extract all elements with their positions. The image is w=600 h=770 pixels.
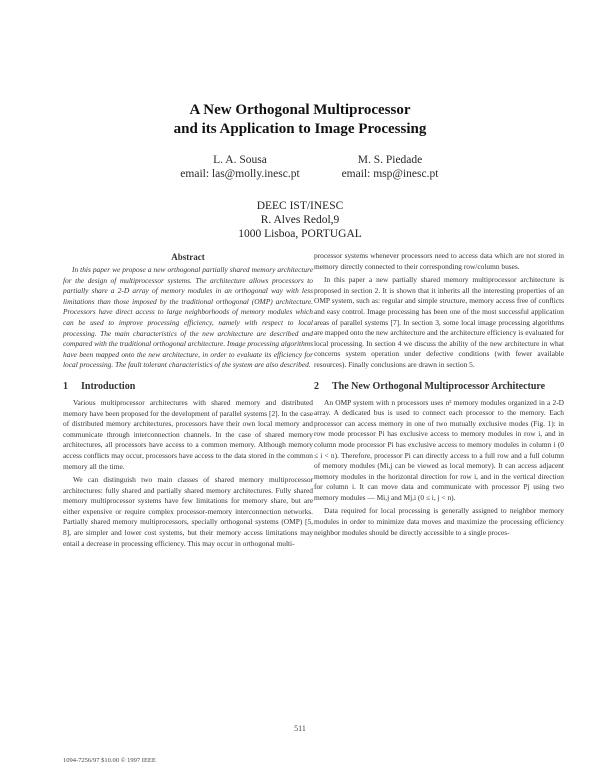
intro-paragraph-3: In this paper a new partially shared memory multiprocessor architecture is proposed in section 2. It is shown that it inherits all the interesting properties of an OMP system, such as: regular and simple structure, memory access free of conflicts and easy control. Image processing has been one of the most successful application areas of parallel systems [7]. In section 3, some local image processing algorithms are mapped onto the new architecture and the architecture efficiency is evaluated for local processing. In section 4 we discuss the ability of the new architecture in what concerns system operation under defective conditions (with fewer available resources). Finally conclusions are drawn in section 5. [314,275,564,369]
paper-title-line1: A New Orthogonal Multiprocessor [189,102,411,118]
author-2 [305,153,475,181]
section-1-number: 1 [63,380,68,392]
section-1-paragraph-2: We can distinguish two main classes of shared memory multiprocessor architectures: fully shared and partially shared memory architectures. Fully shared memory multiprocessor systems have few limitations for memory share, but are either expensive or require complex processor-memory interconnection networks. Partially shared memory multiprocessors, specially orthogonal systems (OMP) [5, 8], are simpler and lower cost systems, but their memory access limitations may entail a decrease in processing efficiency. This may occur in orthogonal multi- [63,475,313,548]
copyright-footer: 1094-7256/97 $10.00 © 1997 IEEE [63,757,156,764]
section-1-title: Introduction [81,380,136,392]
section-2-paragraph-2: Data required for local processing is generally assigned to neighbor memory modules in order to minimize data moves and maximize the processing efficiency neighbor modules should be directly accessible to a single proces- [314,506,564,537]
section-2-title: The New Orthogonal Multiprocessor Architecture [332,380,546,392]
left-column [63,251,313,552]
author-2-name: M. S. Piedade [357,154,423,166]
affiliation-line-2: R. Alves Redol,9 [260,214,340,226]
author-1 [155,153,325,181]
affiliation [0,199,600,241]
section-2-number: 2 [314,380,319,392]
section-2-heading [314,380,564,393]
author-1-name: L. A. Sousa [213,154,267,166]
right-column [314,251,564,541]
abstract-text: In this paper we propose a new orthogonal partially shared memory architecture for the design of multiprocessor systems. The architecture allows processors to partially share a 2-D array of memory modules in an orthogonal way with less limitations than those imposed by the traditional orthogonal (OMP) architecture. Processors have direct access to large neighborhoods of memory modules which can be used to improve processing efficiency, namely with respect to local processing. The main characteristics of the new architecture are described and compared with the traditional orthogonal architecture. Image processing algorithms have been mapped onto the new architecture, in order to evaluate its efficiency for local processing. The fault tolerant characteristics of the system are also described. [63,265,313,370]
section-1-paragraph-1: Various multiprocessor architectures with shared memory and distributed memory have been proposed for the development of parallel systems [2]. In the case of distributed memory architectures, processors have their own local memory and communicate through interconnection channels. In the case of shared memory architectures, all processors have access to a common memory. Although memory access conflicts may occur, processors have access to the data stored in the common memory all the time. [63,397,313,471]
section-2-paragraph-1: An OMP system with n processors uses n² memory modules organized in a 2-D array. A dedicated bus is used to connect each processor to the memory. Each processor can access memory in one of two mutually exclusive modes (Fig. 1): in row mode processor Pi has exclusive access to memory modules in row i, and in column mode processor Pi has exclusive access to memory modules in column i (0 ≤ i < n). Therefore, processor Pi can directly access to a full row and a full column of memory modules (Mi,j can be viewed as local memory). It can access adjacent memory modules in the horizontal direction for row i, and in the vertical direction for column i. It can move data and communicate with processor Pj using two memory modules — Mi,j and Mj,i (0 ≤ i, j < n). [314,397,564,502]
abstract-heading: Abstract [171,252,205,262]
paper-title-line2: and its Application to Image Processing [173,121,427,137]
intro-continued-paragraph: processor systems whenever processors need to access data which are not stored in memory directly connected to their corresponding row/column buses. [314,251,564,271]
affiliation-line-3: 1000 Lisboa, PORTUGAL [238,228,362,240]
author-2-email: email: msp@inesc.pt [341,168,439,180]
page-number: 511 [294,724,306,733]
author-1-email: email: las@molly.inesc.pt [180,168,300,180]
section-1-heading [63,380,313,393]
affiliation-line-1: DEEC IST/INESC [256,200,344,212]
